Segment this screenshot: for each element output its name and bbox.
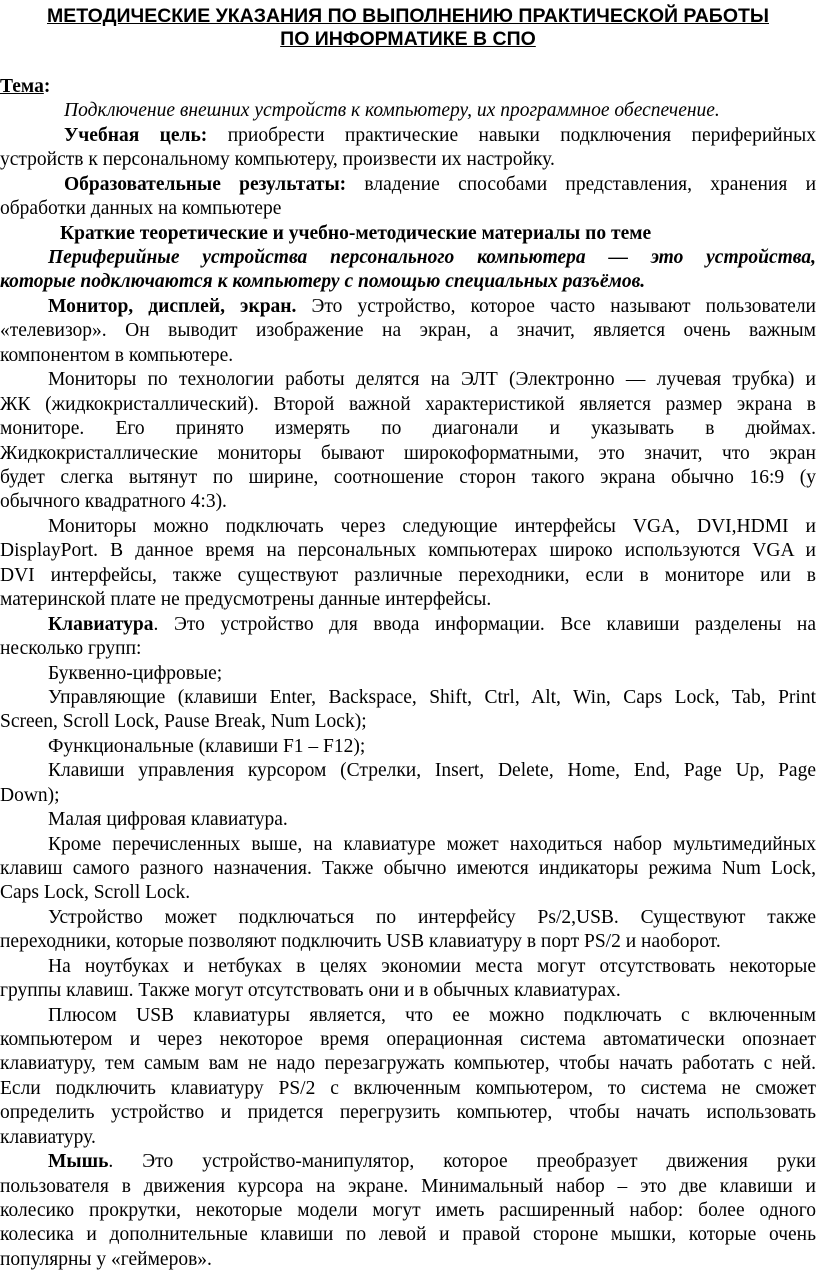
kb-group-5: Малая цифровая клавиатура. [48,809,288,830]
monitor-line-1 [0,294,816,319]
results-text-1: владение способами представления, хранения и [346,174,816,195]
monitor-line-3: компонентом в компьютере. [0,345,234,366]
keyboard-text-1: . Это устройство для ввода информации. Все клавиши разделены на [153,614,816,635]
goal-label: Учебная цель: [64,125,208,146]
goal-line-1 [0,123,816,148]
kb-usb-line-3: клавиатуру, тем самым вам не надо перезагружать компьютер, чтобы начать работать с ней. [0,1053,816,1074]
mon-tech-line-2: ЖК (жидкокристаллический). Второй важной характеристикой является размер экрана в [0,394,816,415]
kb-notebook-line-1: На ноутбуках и нетбуках в целях экономии места могут отсутствовать некоторые [48,956,816,977]
mon-tech-line-3: мониторе. Его принято измерять по диагонали и указывать в дюймах. [0,418,816,439]
kb-group-1: Буквенно-цифровые; [48,663,223,684]
mouse-line-1 [0,1149,816,1174]
mon-tech-line-4: Жидкокристаллические мониторы бывают широкоформатными, это значит, что экран [0,443,816,464]
peripheral-line-2: которые подключаются к компьютеру с помощью специальных разъёмов. [0,271,646,292]
kb-group-2-line-2: Screen, Scroll Lock, Pause Break, Num Lock); [0,711,367,732]
kb-group-4-line-1: Клавиши управления курсором (Стрелки, Insert, Delete, Home, End, Page Up, Page [48,760,816,781]
doc-title-line-2: ПО ИНФОРМАТИКЕ В СПО [280,28,536,50]
kb-usb-line-2: компьютером и через некоторое время операционная система автоматически опознает [0,1029,816,1050]
kb-multimedia-line-1: Кроме перечисленных выше, на клавиатуре может находиться набор мультимедийных [48,834,816,855]
mouse-line-5: популярны у «геймеров». [0,1249,212,1270]
topic-text: Подключение внешних устройств к компьютеру, их программное обеспечение. [64,100,720,121]
kb-group-4-line-2: Down); [0,785,60,806]
peripheral-line-1: Периферийные устройства персонального компьютера — это устройства, [48,247,816,268]
kb-interface-line-2: переходники, которые позволяют подключить USB клавиатуру в порт PS/2 и наоборот. [0,931,721,952]
results-line-1 [0,172,816,197]
topic-label-line [0,74,816,99]
kb-notebook-line-2: группы клавиш. Также могут отсутствовать они и в обычных клавиатурах. [0,980,621,1001]
mon-if-line-4: материнской плате не предусмотрены данные интерфейсы. [0,589,492,610]
doc-title-line-1: МЕТОДИЧЕСКИЕ УКАЗАНИЯ ПО ВЫПОЛНЕНИЮ ПРАКТИЧЕСКОЙ РАБОТЫ [47,5,769,27]
kb-multimedia-line-3: Caps Lock, Scroll Lock. [0,882,191,903]
goal-line-2: устройств к персональному компьютеру, произвести их настройку. [0,149,555,170]
mon-tech-line-5: будет слегка вытянут по ширине, соотношение сторон такого экрана обычно 16:9 (у [0,467,816,488]
mon-if-line-3: DVI интерфейсы, также существуют различные переходники, если в мониторе или в [0,565,816,586]
kb-multimedia-line-2: клавиш самого разного назначения. Также обычно имеются индикаторы режима Num Lock, [0,858,816,879]
topic-label: Тема [0,76,44,97]
results-line-2: обработки данных на компьютере [0,198,282,219]
monitor-line-2: «телевизор». Он выводит изображение на экран, а значит, является очень важным [0,320,816,341]
goal-text-1: приобрести практические навыки подключения периферийных [207,125,816,146]
mon-tech-line-1: Мониторы по технологии работы делятся на ЭЛТ (Электронно — лучевая трубка) и [48,369,816,390]
mon-if-line-1: Мониторы можно подключать через следующие интерфейсы VGA, DVI,HDMI и [48,516,816,537]
kb-usb-line-6: клавиатуру. [0,1127,96,1148]
kb-usb-line-1: Плюсом USB клавиатуры является, что ее можно подключать с включенным [48,1005,816,1026]
topic-colon: : [43,76,51,97]
mouse-line-2: пользователя в движения курсора на экране. Минимальный набор – это две клавиши и [0,1176,816,1197]
kb-usb-line-5: определить устройство и придется перегрузить компьютер, чтобы начать использовать [0,1102,816,1123]
results-label: Образовательные результаты: [64,174,347,195]
keyboard-line-2: несколько групп: [0,638,142,659]
mouse-label: Мышь [48,1151,109,1172]
mon-if-line-2: DisplayPort. В данное время на персональных компьютерах широко используются VGA и [0,540,816,561]
mouse-line-3: колесико прокрутки, некоторые модели могут иметь расширенный набор: более одного [0,1200,816,1221]
keyboard-label: Клавиатура [48,614,154,635]
theory-heading: Краткие теоретические и учебно-методические материалы по теме [60,223,652,244]
mouse-line-4: колесика и дополнительные клавиши по левой и правой стороне мышки, которые очень [0,1224,816,1245]
monitor-label: Монитор, дисплей, экран. [48,296,297,317]
kb-group-3: Функциональные (клавиши F1 – F12); [48,736,366,757]
mon-tech-line-6: обычного квадратного 4:3). [0,491,227,512]
kb-interface-line-1: Устройство может подключаться по интерфейсу Ps/2,USB. Существуют также [48,907,816,928]
kb-usb-line-4: Если подключить клавиатуру PS/2 с включенным компьютером, то система не сможет [0,1078,816,1099]
kb-group-2-line-1: Управляющие (клавиши Enter, Backspace, Shift, Ctrl, Alt, Win, Caps Lock, Tab, Print [48,687,816,708]
monitor-text-1: Это устройство, которое часто называют пользователи [296,296,816,317]
keyboard-line-1 [0,612,816,637]
mouse-text-1: . Это устройство-манипулятор, которое преобразует движения руки [108,1151,816,1172]
